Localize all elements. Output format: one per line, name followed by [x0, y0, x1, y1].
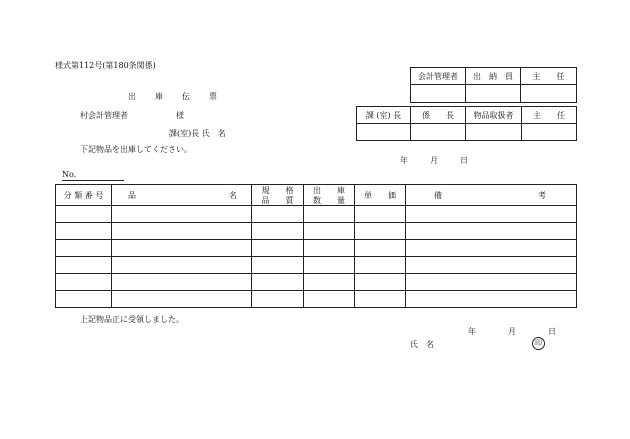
slip-number-field [62, 170, 124, 181]
cell[interactable] [304, 240, 355, 257]
cell[interactable] [252, 274, 304, 291]
cell[interactable] [112, 206, 252, 223]
cell[interactable] [112, 223, 252, 240]
addressee-suffix: 様 [176, 111, 184, 120]
addressee-role: 村会計管理者 [80, 111, 128, 120]
cell[interactable] [406, 223, 577, 240]
seal-icon: 印 [532, 337, 545, 350]
header-spec-quality: 規 格 品 質 [252, 185, 304, 206]
cell[interactable] [304, 206, 355, 223]
cell[interactable] [355, 274, 406, 291]
cell[interactable] [112, 274, 252, 291]
cell[interactable] [406, 206, 577, 223]
header-remarks: 備 考 [406, 185, 577, 206]
cell[interactable] [56, 223, 112, 240]
header-item-name: 品 名 [112, 185, 252, 206]
header-classification-no: 分 類 番 号 [56, 185, 112, 206]
section-head-label: 課(室)長 氏 名 [169, 129, 226, 138]
cell[interactable] [406, 257, 577, 274]
table-row [56, 223, 577, 240]
items-table [55, 184, 577, 308]
cell[interactable] [355, 206, 406, 223]
approval-grid-mid [356, 106, 577, 141]
cell[interactable] [112, 257, 252, 274]
form-number: 様式第112号(第180条関係) [55, 61, 156, 70]
cell[interactable] [252, 257, 304, 274]
cell[interactable] [56, 240, 112, 257]
seal-mark [532, 337, 545, 350]
approval-mid-stamp[interactable] [466, 124, 522, 141]
signer-name-label: 氏 名 [410, 340, 434, 349]
approval-mid-stamp[interactable] [522, 124, 577, 141]
cell[interactable] [112, 291, 252, 308]
approval-top-stamp[interactable] [411, 85, 466, 103]
cell[interactable] [252, 240, 304, 257]
approval-mid-header: 課 (室) 長 [357, 107, 411, 124]
cell[interactable] [252, 206, 304, 223]
cell[interactable] [56, 257, 112, 274]
slip-number-label: No. [62, 170, 77, 179]
approval-mid-header: 係 長 [411, 107, 466, 124]
cell[interactable] [252, 223, 304, 240]
request-text: 下記物品を出庫してください。 [80, 145, 192, 154]
cell[interactable] [304, 291, 355, 308]
table-row [56, 206, 577, 223]
date-line-bottom: 年 月 日 [468, 327, 558, 336]
approval-mid-stamp[interactable] [357, 124, 411, 141]
approval-top-stamp[interactable] [521, 85, 577, 103]
header-unit-price: 単 価 [355, 185, 406, 206]
cell[interactable] [406, 274, 577, 291]
approval-mid-header: 主 任 [522, 107, 577, 124]
cell[interactable] [355, 291, 406, 308]
cell[interactable] [56, 274, 112, 291]
cell[interactable] [252, 291, 304, 308]
approval-mid-header: 物品取扱者 [466, 107, 522, 124]
cell[interactable] [304, 223, 355, 240]
cell[interactable] [56, 206, 112, 223]
table-row [56, 240, 577, 257]
cell[interactable] [304, 274, 355, 291]
cell[interactable] [56, 291, 112, 308]
approval-top-header: 出 納 員 [466, 68, 521, 85]
slip-title: 出 庫 伝 票 [128, 92, 218, 101]
table-row [56, 291, 577, 308]
items-table-header [56, 185, 577, 206]
approval-top-header: 主 任 [521, 68, 577, 85]
approval-top-header: 会計管理者 [411, 68, 466, 85]
approval-top-stamp[interactable] [466, 85, 521, 103]
cell[interactable] [406, 291, 577, 308]
cell[interactable] [112, 240, 252, 257]
cell[interactable] [355, 257, 406, 274]
cell[interactable] [406, 240, 577, 257]
cell[interactable] [355, 223, 406, 240]
table-row [56, 257, 577, 274]
approval-grid-top [410, 67, 577, 103]
date-line-top: 年 月 日 [400, 156, 470, 165]
receipt-text: 上記物品正に受領しました。 [80, 315, 184, 324]
table-row [56, 274, 577, 291]
header-issue-quantity: 出 庫 数 量 [304, 185, 355, 206]
approval-mid-stamp[interactable] [411, 124, 466, 141]
cell[interactable] [304, 257, 355, 274]
cell[interactable] [355, 240, 406, 257]
